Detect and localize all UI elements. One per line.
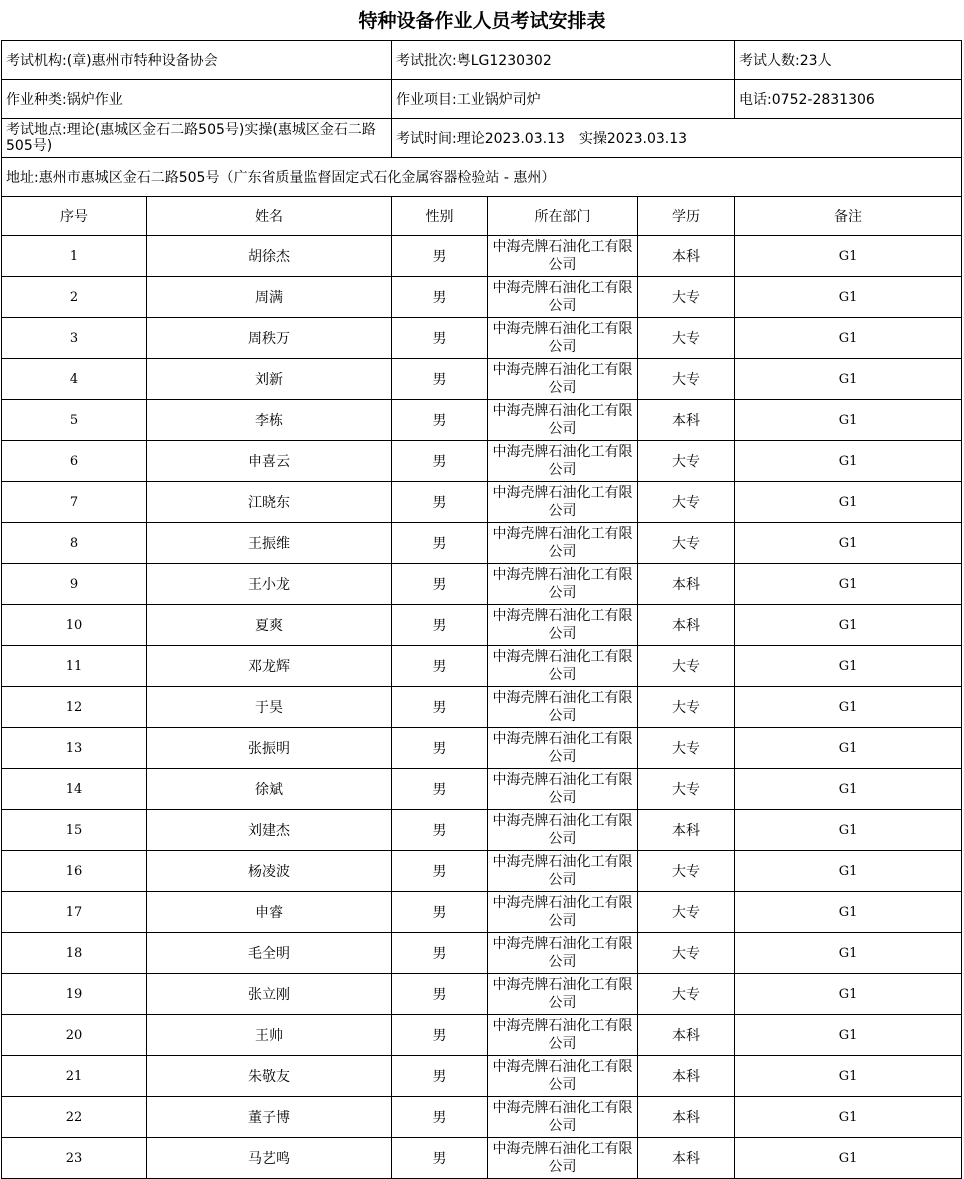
table-row	[2, 810, 962, 851]
row-note: G1	[735, 236, 962, 277]
table-row	[2, 523, 962, 564]
row-note: G1	[735, 441, 962, 482]
row-edu: 本科	[638, 400, 735, 441]
exam-time: 考试时间:理论2023.03.13 实操2023.03.13	[392, 119, 962, 158]
info-row-4	[2, 158, 962, 197]
row-dept: 中海壳牌石油化工有限公司	[488, 318, 638, 359]
row-number: 22	[2, 1097, 147, 1138]
row-number: 12	[2, 687, 147, 728]
row-number: 6	[2, 441, 147, 482]
row-edu: 大专	[638, 933, 735, 974]
row-name: 马艺鸣	[147, 1138, 392, 1179]
row-edu: 大专	[638, 441, 735, 482]
row-name: 徐斌	[147, 769, 392, 810]
row-number: 16	[2, 851, 147, 892]
header-note: 备注	[735, 197, 962, 236]
table-row	[2, 482, 962, 523]
row-edu: 大专	[638, 769, 735, 810]
header-name: 姓名	[147, 197, 392, 236]
table-row	[2, 851, 962, 892]
row-edu: 本科	[638, 236, 735, 277]
info-row-2	[2, 80, 962, 119]
row-edu: 本科	[638, 1056, 735, 1097]
row-edu: 大专	[638, 974, 735, 1015]
row-gender: 男	[392, 482, 488, 523]
row-name: 于昊	[147, 687, 392, 728]
row-number: 15	[2, 810, 147, 851]
row-edu: 大专	[638, 687, 735, 728]
row-gender: 男	[392, 1015, 488, 1056]
row-number: 2	[2, 277, 147, 318]
row-dept: 中海壳牌石油化工有限公司	[488, 851, 638, 892]
row-number: 17	[2, 892, 147, 933]
row-name: 刘建杰	[147, 810, 392, 851]
exam-batch: 考试批次:粤LG1230302	[392, 41, 735, 80]
row-gender: 男	[392, 851, 488, 892]
row-dept: 中海壳牌石油化工有限公司	[488, 646, 638, 687]
table-row	[2, 277, 962, 318]
row-gender: 男	[392, 1056, 488, 1097]
row-note: G1	[735, 892, 962, 933]
row-name: 周秩万	[147, 318, 392, 359]
row-number: 7	[2, 482, 147, 523]
row-number: 11	[2, 646, 147, 687]
exam-schedule-table	[1, 40, 962, 1179]
work-item: 作业项目:工业锅炉司炉	[392, 80, 735, 119]
table-row	[2, 933, 962, 974]
row-edu: 本科	[638, 810, 735, 851]
row-edu: 大专	[638, 892, 735, 933]
row-dept: 中海壳牌石油化工有限公司	[488, 236, 638, 277]
row-note: G1	[735, 277, 962, 318]
row-name: 董子博	[147, 1097, 392, 1138]
table-row	[2, 359, 962, 400]
work-type: 作业种类:锅炉作业	[2, 80, 392, 119]
row-note: G1	[735, 687, 962, 728]
row-note: G1	[735, 974, 962, 1015]
row-note: G1	[735, 851, 962, 892]
row-number: 1	[2, 236, 147, 277]
table-row	[2, 564, 962, 605]
row-dept: 中海壳牌石油化工有限公司	[488, 400, 638, 441]
row-gender: 男	[392, 1138, 488, 1179]
row-gender: 男	[392, 277, 488, 318]
table-row	[2, 605, 962, 646]
row-number: 3	[2, 318, 147, 359]
row-dept: 中海壳牌石油化工有限公司	[488, 277, 638, 318]
row-dept: 中海壳牌石油化工有限公司	[488, 810, 638, 851]
row-gender: 男	[392, 1097, 488, 1138]
row-number: 14	[2, 769, 147, 810]
row-number: 20	[2, 1015, 147, 1056]
table-row	[2, 769, 962, 810]
row-dept: 中海壳牌石油化工有限公司	[488, 564, 638, 605]
row-name: 张振明	[147, 728, 392, 769]
row-number: 21	[2, 1056, 147, 1097]
row-name: 胡徐杰	[147, 236, 392, 277]
row-dept: 中海壳牌石油化工有限公司	[488, 523, 638, 564]
row-note: G1	[735, 605, 962, 646]
row-name: 张立刚	[147, 974, 392, 1015]
row-name: 邓龙辉	[147, 646, 392, 687]
row-edu: 大专	[638, 277, 735, 318]
row-note: G1	[735, 318, 962, 359]
row-note: G1	[735, 1138, 962, 1179]
row-edu: 大专	[638, 646, 735, 687]
row-dept: 中海壳牌石油化工有限公司	[488, 441, 638, 482]
row-note: G1	[735, 1097, 962, 1138]
row-dept: 中海壳牌石油化工有限公司	[488, 892, 638, 933]
row-gender: 男	[392, 687, 488, 728]
row-gender: 男	[392, 359, 488, 400]
row-number: 13	[2, 728, 147, 769]
row-note: G1	[735, 728, 962, 769]
row-number: 4	[2, 359, 147, 400]
row-note: G1	[735, 1015, 962, 1056]
row-edu: 大专	[638, 851, 735, 892]
row-name: 王振维	[147, 523, 392, 564]
row-edu: 大专	[638, 318, 735, 359]
table-row	[2, 687, 962, 728]
row-gender: 男	[392, 236, 488, 277]
exam-count: 考试人数:23人	[735, 41, 962, 80]
table-row	[2, 1015, 962, 1056]
row-name: 周满	[147, 277, 392, 318]
row-number: 19	[2, 974, 147, 1015]
row-dept: 中海壳牌石油化工有限公司	[488, 728, 638, 769]
row-dept: 中海壳牌石油化工有限公司	[488, 974, 638, 1015]
row-dept: 中海壳牌石油化工有限公司	[488, 687, 638, 728]
phone: 电话:0752-2831306	[735, 80, 962, 119]
table-row	[2, 318, 962, 359]
table-row	[2, 441, 962, 482]
row-name: 王帅	[147, 1015, 392, 1056]
row-edu: 本科	[638, 564, 735, 605]
row-edu: 本科	[638, 605, 735, 646]
row-dept: 中海壳牌石油化工有限公司	[488, 933, 638, 974]
row-gender: 男	[392, 523, 488, 564]
row-gender: 男	[392, 441, 488, 482]
row-gender: 男	[392, 933, 488, 974]
row-name: 王小龙	[147, 564, 392, 605]
row-edu: 大专	[638, 523, 735, 564]
row-number: 9	[2, 564, 147, 605]
row-gender: 男	[392, 892, 488, 933]
row-name: 申喜云	[147, 441, 392, 482]
row-number: 5	[2, 400, 147, 441]
header-edu: 学历	[638, 197, 735, 236]
table-row	[2, 728, 962, 769]
row-note: G1	[735, 1056, 962, 1097]
info-row-3	[2, 119, 962, 158]
row-note: G1	[735, 564, 962, 605]
row-edu: 大专	[638, 482, 735, 523]
row-dept: 中海壳牌石油化工有限公司	[488, 359, 638, 400]
row-dept: 中海壳牌石油化工有限公司	[488, 605, 638, 646]
table-row	[2, 892, 962, 933]
row-gender: 男	[392, 400, 488, 441]
exam-org: 考试机构:(章)惠州市特种设备协会	[2, 41, 392, 80]
row-dept: 中海壳牌石油化工有限公司	[488, 482, 638, 523]
row-dept: 中海壳牌石油化工有限公司	[488, 1015, 638, 1056]
row-note: G1	[735, 810, 962, 851]
row-name: 毛全明	[147, 933, 392, 974]
header-dept: 所在部门	[488, 197, 638, 236]
row-gender: 男	[392, 564, 488, 605]
row-name: 杨凌波	[147, 851, 392, 892]
row-name: 江晓东	[147, 482, 392, 523]
row-gender: 男	[392, 728, 488, 769]
table-row	[2, 400, 962, 441]
row-note: G1	[735, 400, 962, 441]
row-gender: 男	[392, 974, 488, 1015]
row-name: 刘新	[147, 359, 392, 400]
row-number: 8	[2, 523, 147, 564]
row-edu: 本科	[638, 1097, 735, 1138]
row-dept: 中海壳牌石油化工有限公司	[488, 1097, 638, 1138]
row-name: 申睿	[147, 892, 392, 933]
row-edu: 大专	[638, 728, 735, 769]
row-edu: 本科	[638, 1138, 735, 1179]
row-note: G1	[735, 646, 962, 687]
row-number: 18	[2, 933, 147, 974]
header-no: 序号	[2, 197, 147, 236]
row-edu: 大专	[638, 359, 735, 400]
table-row	[2, 646, 962, 687]
table-row	[2, 1138, 962, 1179]
header-gender: 性别	[392, 197, 488, 236]
table-row	[2, 236, 962, 277]
row-gender: 男	[392, 810, 488, 851]
page-title: 特种设备作业人员考试安排表	[358, 10, 606, 32]
row-number: 23	[2, 1138, 147, 1179]
row-dept: 中海壳牌石油化工有限公司	[488, 1138, 638, 1179]
info-row-1	[2, 41, 962, 80]
row-number: 10	[2, 605, 147, 646]
row-note: G1	[735, 523, 962, 564]
table-row	[2, 974, 962, 1015]
row-dept: 中海壳牌石油化工有限公司	[488, 769, 638, 810]
table-header	[2, 197, 962, 236]
row-gender: 男	[392, 646, 488, 687]
row-note: G1	[735, 933, 962, 974]
exam-location: 考试地点:理论(惠城区金石二路505号)实操(惠城区金石二路505号)	[2, 119, 392, 158]
row-gender: 男	[392, 605, 488, 646]
row-note: G1	[735, 482, 962, 523]
row-name: 李栋	[147, 400, 392, 441]
row-gender: 男	[392, 769, 488, 810]
row-name: 朱敬友	[147, 1056, 392, 1097]
row-name: 夏爽	[147, 605, 392, 646]
exam-address: 地址:惠州市惠城区金石二路505号（广东省质量监督固定式石化金属容器检验站 - 惠州）	[2, 158, 962, 197]
row-edu: 本科	[638, 1015, 735, 1056]
row-dept: 中海壳牌石油化工有限公司	[488, 1056, 638, 1097]
row-note: G1	[735, 769, 962, 810]
row-gender: 男	[392, 318, 488, 359]
row-note: G1	[735, 359, 962, 400]
table-row	[2, 1097, 962, 1138]
table-row	[2, 1056, 962, 1097]
